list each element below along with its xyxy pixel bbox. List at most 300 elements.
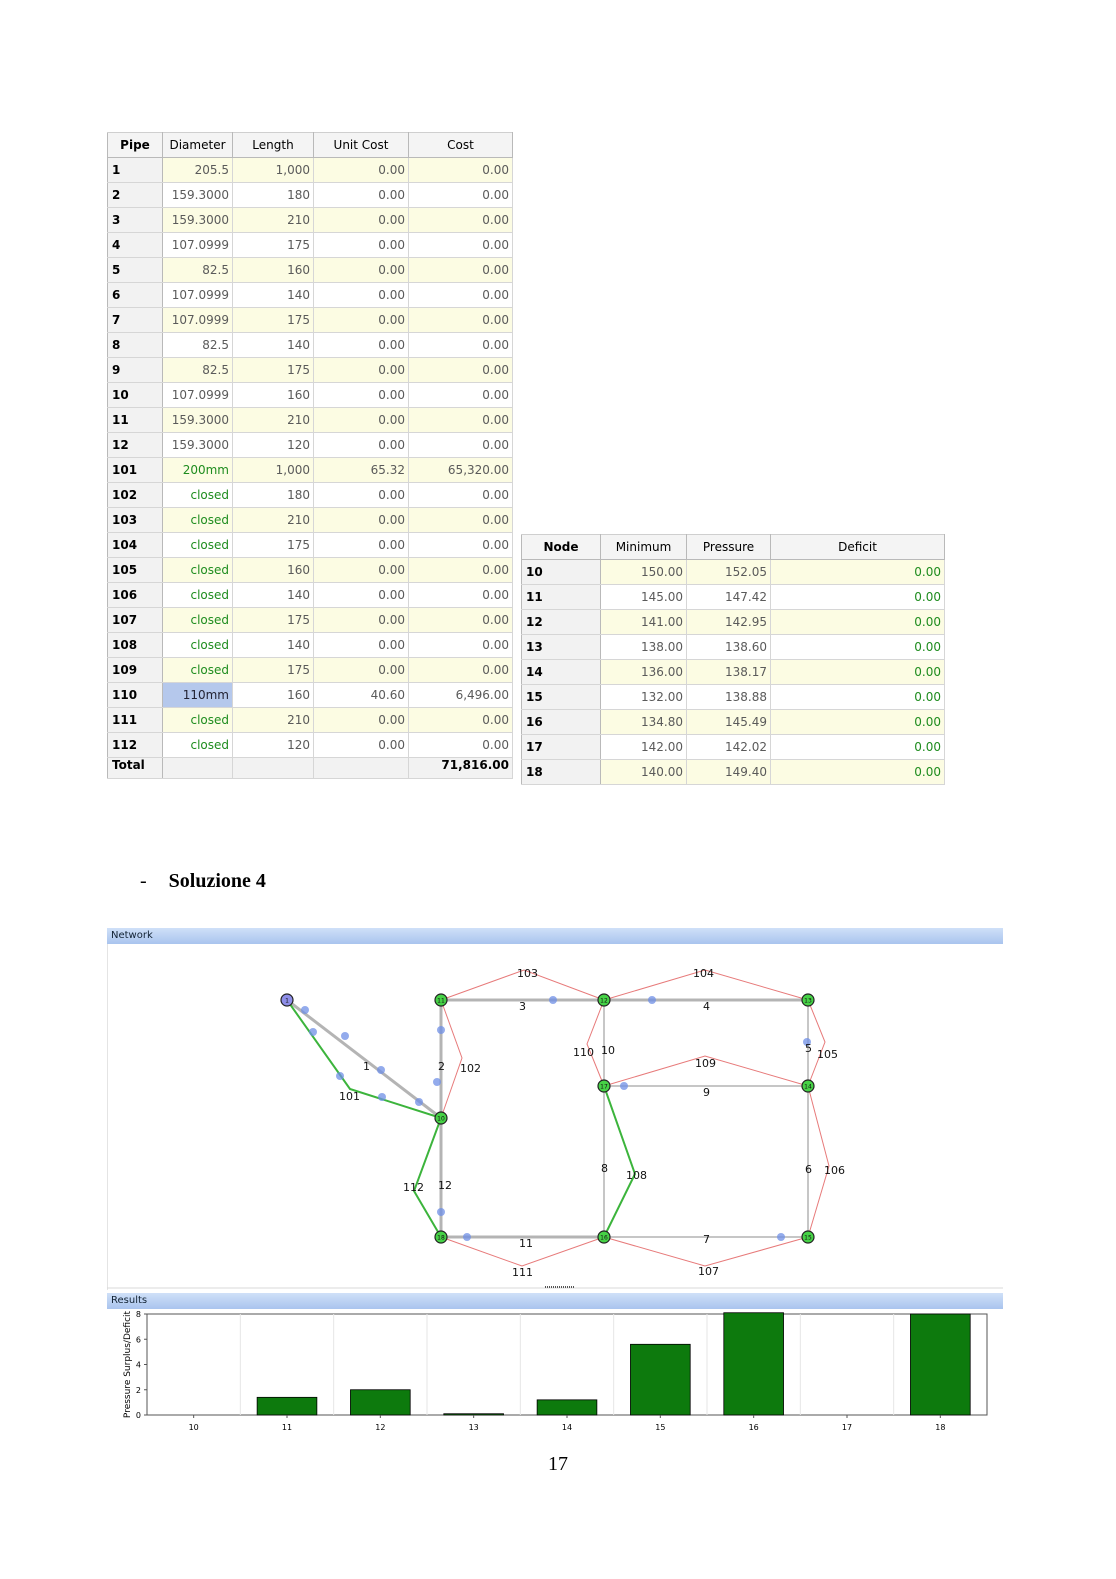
table-cell[interactable]: 0.00: [314, 583, 409, 608]
x-tick-label: 12: [375, 1423, 386, 1432]
table-row[interactable]: [522, 660, 945, 685]
table-cell[interactable]: 3: [108, 208, 163, 233]
table-row[interactable]: [108, 658, 513, 683]
table-row[interactable]: [522, 760, 945, 785]
table-cell[interactable]: 0.00: [314, 608, 409, 633]
table-cell[interactable]: 6: [108, 283, 163, 308]
section-heading: [140, 870, 266, 893]
table-row[interactable]: [108, 358, 513, 383]
pipe-label-9: 9: [703, 1086, 710, 1099]
table-cell[interactable]: 160: [233, 558, 314, 583]
table-cell[interactable]: 0.00: [771, 735, 945, 760]
flow-marker: [777, 1233, 785, 1241]
table-cell[interactable]: 65,320.00: [409, 458, 513, 483]
table-cell[interactable]: 82.5: [163, 333, 233, 358]
table-cell[interactable]: 175: [233, 658, 314, 683]
bar-16: [724, 1313, 784, 1415]
network-panel-title: Network: [107, 928, 1003, 944]
table-cell[interactable]: 8: [108, 333, 163, 358]
pipes-col-header[interactable]: Unit Cost: [314, 133, 409, 158]
table-cell[interactable]: closed: [163, 608, 233, 633]
pipe-label-107: 107: [698, 1265, 719, 1278]
total-empty-cell: [314, 758, 409, 779]
table-cell[interactable]: 18: [522, 760, 601, 785]
table-cell[interactable]: 175: [233, 358, 314, 383]
table-cell[interactable]: 0.00: [314, 308, 409, 333]
node-label: 14: [804, 1083, 812, 1091]
table-cell[interactable]: 2: [108, 183, 163, 208]
table-cell[interactable]: 0.00: [314, 233, 409, 258]
table-cell[interactable]: 12: [522, 610, 601, 635]
table-row[interactable]: [108, 583, 513, 608]
flow-marker: [309, 1028, 317, 1036]
table-cell[interactable]: 152.05: [687, 560, 771, 585]
table-row[interactable]: [522, 635, 945, 660]
table-cell[interactable]: 0.00: [314, 533, 409, 558]
x-tick-label: 18: [935, 1423, 946, 1432]
table-cell[interactable]: 106: [108, 583, 163, 608]
table-cell[interactable]: 120: [233, 733, 314, 758]
table-row[interactable]: [108, 158, 513, 183]
x-tick-label: 16: [748, 1423, 759, 1432]
table-row[interactable]: [108, 708, 513, 733]
network-node-18[interactable]: [435, 1231, 447, 1243]
table-cell[interactable]: 175: [233, 233, 314, 258]
table-row[interactable]: [108, 533, 513, 558]
pipes-col-header[interactable]: Pipe: [108, 133, 163, 158]
flow-marker: [549, 996, 557, 1004]
table-cell[interactable]: 0.00: [771, 710, 945, 735]
table-cell[interactable]: 0.00: [409, 158, 513, 183]
total-empty-cell: [233, 758, 314, 779]
table-cell[interactable]: 0.00: [409, 208, 513, 233]
table-cell[interactable]: 107.0999: [163, 383, 233, 408]
table-row[interactable]: [522, 585, 945, 610]
pipe-label-8: 8: [601, 1162, 608, 1175]
table-row[interactable]: [108, 483, 513, 508]
table-cell[interactable]: 0.00: [409, 408, 513, 433]
table-cell[interactable]: 180: [233, 483, 314, 508]
pipe-label-11: 11: [519, 1237, 533, 1250]
table-cell[interactable]: 0.00: [409, 533, 513, 558]
table-cell[interactable]: 0.00: [314, 558, 409, 583]
flow-marker: [437, 1208, 445, 1216]
table-row[interactable]: [108, 558, 513, 583]
pipes-col-header[interactable]: Cost: [409, 133, 513, 158]
table-cell[interactable]: 0.00: [409, 383, 513, 408]
table-cell[interactable]: 140: [233, 283, 314, 308]
bar-18: [910, 1314, 970, 1415]
table-cell[interactable]: 145.00: [601, 585, 687, 610]
node-label: 18: [437, 1234, 445, 1242]
table-cell[interactable]: 210: [233, 408, 314, 433]
table-cell[interactable]: 0.00: [409, 233, 513, 258]
table-cell[interactable]: 15: [522, 685, 601, 710]
table-cell[interactable]: 160: [233, 258, 314, 283]
table-cell[interactable]: 205.5: [163, 158, 233, 183]
table-row[interactable]: [108, 258, 513, 283]
pipe-112-line[interactable]: [414, 1118, 441, 1237]
table-cell[interactable]: 0.00: [409, 658, 513, 683]
heading-dash: -: [140, 870, 147, 892]
table-cell[interactable]: closed: [163, 508, 233, 533]
x-tick-label: 11: [281, 1423, 293, 1432]
table-cell[interactable]: 145.49: [687, 710, 771, 735]
table-cell[interactable]: 112: [108, 733, 163, 758]
network-node-1[interactable]: [281, 994, 293, 1006]
table-cell[interactable]: 0.00: [771, 760, 945, 785]
x-tick-label: 15: [655, 1423, 666, 1432]
pipe-label-12: 12: [438, 1179, 452, 1192]
flow-marker: [336, 1072, 344, 1080]
table-cell[interactable]: 0.00: [409, 508, 513, 533]
network-diagram[interactable]: [107, 944, 1003, 1290]
pipe-102-line[interactable]: [441, 1000, 462, 1118]
table-cell[interactable]: 107.0999: [163, 283, 233, 308]
table-cell[interactable]: 138.00: [601, 635, 687, 660]
table-cell[interactable]: 40.60: [314, 683, 409, 708]
table-cell[interactable]: 200mm: [163, 458, 233, 483]
table-cell[interactable]: 13: [522, 635, 601, 660]
table-cell[interactable]: 0.00: [409, 433, 513, 458]
table-cell[interactable]: 108: [108, 633, 163, 658]
node-label: 11: [437, 997, 445, 1005]
nodes-col-header[interactable]: Deficit: [771, 535, 945, 560]
flow-marker: [377, 1066, 385, 1074]
pipes-table: [107, 132, 513, 779]
table-cell[interactable]: 16: [522, 710, 601, 735]
y-tick-label: 6: [135, 1335, 141, 1345]
network-node-13[interactable]: [802, 994, 814, 1006]
table-row[interactable]: [108, 408, 513, 433]
x-tick-label: 14: [561, 1423, 573, 1432]
node-label: 16: [600, 1234, 608, 1242]
flow-marker: [341, 1032, 349, 1040]
table-cell[interactable]: 138.17: [687, 660, 771, 685]
table-cell[interactable]: 0.00: [771, 685, 945, 710]
table-cell[interactable]: 110mm: [163, 683, 233, 708]
table-cell[interactable]: 180: [233, 183, 314, 208]
table-cell[interactable]: 142.95: [687, 610, 771, 635]
table-cell[interactable]: 0.00: [314, 733, 409, 758]
table-cell[interactable]: 0.00: [409, 608, 513, 633]
table-row[interactable]: [522, 735, 945, 760]
table-cell[interactable]: 6,496.00: [409, 683, 513, 708]
flow-marker: [437, 1026, 445, 1034]
total-empty-cell: [163, 758, 233, 779]
table-cell[interactable]: 0.00: [409, 183, 513, 208]
table-cell[interactable]: 175: [233, 533, 314, 558]
pipe-label-101: 101: [339, 1090, 360, 1103]
table-cell[interactable]: 120: [233, 433, 314, 458]
pipe-label-112: 112: [403, 1181, 424, 1194]
pipe-label-106: 106: [824, 1164, 845, 1177]
table-cell[interactable]: closed: [163, 708, 233, 733]
pipe-label-2: 2: [438, 1060, 445, 1073]
table-row[interactable]: [108, 433, 513, 458]
table-cell[interactable]: 142.02: [687, 735, 771, 760]
table-cell[interactable]: 132.00: [601, 685, 687, 710]
table-cell[interactable]: 0.00: [771, 585, 945, 610]
table-row[interactable]: [108, 333, 513, 358]
table-cell[interactable]: 0.00: [314, 358, 409, 383]
table-row[interactable]: [108, 633, 513, 658]
network-node-10[interactable]: [435, 1112, 447, 1124]
table-cell[interactable]: closed: [163, 533, 233, 558]
table-row[interactable]: [108, 508, 513, 533]
network-node-17[interactable]: [598, 1080, 610, 1092]
table-cell[interactable]: 160: [233, 383, 314, 408]
results-panel-title: Results: [107, 1293, 1003, 1309]
table-cell[interactable]: 107: [108, 608, 163, 633]
table-cell[interactable]: 0.00: [314, 408, 409, 433]
pipe-label-5: 5: [805, 1042, 812, 1055]
results-chart: [107, 1309, 1003, 1435]
table-cell[interactable]: 0.00: [409, 358, 513, 383]
table-cell[interactable]: 4: [108, 233, 163, 258]
y-tick-label: 0: [135, 1411, 141, 1420]
table-cell[interactable]: 111: [108, 708, 163, 733]
table-cell[interactable]: 10: [522, 560, 601, 585]
table-cell[interactable]: 82.5: [163, 258, 233, 283]
pipe-label-102: 102: [460, 1062, 481, 1075]
table-row[interactable]: [108, 283, 513, 308]
table-cell[interactable]: 1: [108, 158, 163, 183]
table-cell[interactable]: 10: [108, 383, 163, 408]
table-cell[interactable]: 0.00: [314, 333, 409, 358]
bar-15: [630, 1344, 690, 1415]
network-node-14[interactable]: [802, 1080, 814, 1092]
page-number: 17: [548, 1453, 568, 1475]
pipe-label-7: 7: [703, 1233, 710, 1246]
total-value: 71,816.00: [409, 758, 513, 779]
table-cell[interactable]: 147.42: [687, 585, 771, 610]
y-tick-label: 4: [135, 1360, 141, 1370]
pipe-label-108: 108: [626, 1169, 647, 1182]
y-axis-label: Pressure Surplus/Deficit: [123, 1310, 133, 1419]
table-cell[interactable]: 0.00: [409, 708, 513, 733]
pipe-label-111: 111: [512, 1266, 533, 1279]
x-tick-label: 10: [188, 1423, 199, 1432]
pipe-108-line[interactable]: [604, 1086, 635, 1237]
x-tick-label: 17: [841, 1423, 853, 1432]
table-row[interactable]: [108, 233, 513, 258]
table-cell[interactable]: 65.32: [314, 458, 409, 483]
table-cell[interactable]: 109: [108, 658, 163, 683]
table-cell[interactable]: 0.00: [771, 560, 945, 585]
table-cell[interactable]: 0.00: [409, 258, 513, 283]
table-cell[interactable]: 0.00: [409, 583, 513, 608]
table-cell[interactable]: 1,000: [233, 458, 314, 483]
pipe-label-109: 109: [695, 1057, 716, 1070]
bar-12: [350, 1390, 410, 1415]
table-row[interactable]: [108, 733, 513, 758]
table-cell[interactable]: 210: [233, 508, 314, 533]
table-cell[interactable]: closed: [163, 658, 233, 683]
table-cell[interactable]: 0.00: [314, 208, 409, 233]
table-cell[interactable]: 0.00: [409, 283, 513, 308]
table-cell[interactable]: 150.00: [601, 560, 687, 585]
pipes-col-header[interactable]: Length: [233, 133, 314, 158]
table-cell[interactable]: 104: [108, 533, 163, 558]
y-tick-label: 2: [135, 1385, 141, 1395]
table-cell[interactable]: 210: [233, 208, 314, 233]
table-cell[interactable]: 14: [522, 660, 601, 685]
flow-marker: [378, 1093, 386, 1101]
bar-13: [444, 1414, 504, 1415]
pipe-label-10: 10: [601, 1044, 615, 1057]
table-cell[interactable]: 0.00: [314, 283, 409, 308]
nodes-col-header[interactable]: Minimum: [601, 535, 687, 560]
table-row[interactable]: [522, 710, 945, 735]
pipe-106-line[interactable]: [808, 1086, 829, 1237]
table-cell[interactable]: 140: [233, 583, 314, 608]
table-cell[interactable]: 140.00: [601, 760, 687, 785]
pipe-label-105: 105: [817, 1048, 838, 1061]
network-node-12[interactable]: [598, 994, 610, 1006]
table-cell[interactable]: 0.00: [409, 483, 513, 508]
table-cell[interactable]: 11: [522, 585, 601, 610]
table-cell[interactable]: 0.00: [314, 633, 409, 658]
node-label: 13: [804, 997, 812, 1005]
table-cell[interactable]: closed: [163, 483, 233, 508]
flow-marker: [620, 1082, 628, 1090]
table-cell[interactable]: 0.00: [314, 383, 409, 408]
nodes-table: [521, 534, 945, 785]
table-cell[interactable]: 0.00: [314, 483, 409, 508]
table-cell[interactable]: 0.00: [771, 610, 945, 635]
table-cell[interactable]: 17: [522, 735, 601, 760]
table-cell[interactable]: 103: [108, 508, 163, 533]
table-row[interactable]: [108, 208, 513, 233]
table-row[interactable]: [108, 183, 513, 208]
flow-marker: [301, 1006, 309, 1014]
table-cell[interactable]: 159.3000: [163, 183, 233, 208]
table-cell[interactable]: 138.60: [687, 635, 771, 660]
bar-14: [537, 1400, 597, 1415]
table-cell[interactable]: 0.00: [314, 658, 409, 683]
table-cell[interactable]: 160: [233, 683, 314, 708]
table-cell[interactable]: 105: [108, 558, 163, 583]
node-label: 15: [804, 1234, 812, 1242]
table-cell[interactable]: 0.00: [409, 558, 513, 583]
table-row[interactable]: [108, 683, 513, 708]
table-cell[interactable]: 149.40: [687, 760, 771, 785]
node-label: 10: [437, 1115, 445, 1123]
table-cell[interactable]: closed: [163, 558, 233, 583]
table-cell[interactable]: 0.00: [314, 708, 409, 733]
table-cell[interactable]: 102: [108, 483, 163, 508]
pipe-label-103: 103: [517, 967, 538, 980]
pipe-label-4: 4: [703, 1000, 710, 1013]
table-cell[interactable]: 159.3000: [163, 433, 233, 458]
bar-11: [257, 1397, 317, 1415]
table-cell[interactable]: 159.3000: [163, 408, 233, 433]
x-tick-label: 13: [468, 1423, 479, 1432]
table-cell[interactable]: 159.3000: [163, 208, 233, 233]
node-label: 1: [285, 997, 289, 1005]
table-cell[interactable]: closed: [163, 583, 233, 608]
pipe-label-1: 1: [363, 1060, 370, 1073]
flow-marker: [648, 996, 656, 1004]
table-cell[interactable]: 107.0999: [163, 308, 233, 333]
table-cell[interactable]: 5: [108, 258, 163, 283]
table-cell[interactable]: 0.00: [409, 733, 513, 758]
table-cell[interactable]: 12: [108, 433, 163, 458]
table-cell[interactable]: 110: [108, 683, 163, 708]
table-cell[interactable]: 138.88: [687, 685, 771, 710]
flow-marker: [463, 1233, 471, 1241]
pipe-label-6: 6: [805, 1163, 812, 1176]
total-label: Total: [108, 758, 163, 779]
pipe-110-line[interactable]: [587, 1000, 604, 1086]
heading-title: Soluzione 4: [168, 870, 266, 892]
table-cell[interactable]: 0.00: [409, 308, 513, 333]
table-cell[interactable]: 0.00: [771, 635, 945, 660]
table-cell[interactable]: 0.00: [314, 158, 409, 183]
table-cell[interactable]: 1,000: [233, 158, 314, 183]
y-tick-label: 8: [135, 1310, 141, 1319]
node-label: 12: [600, 997, 608, 1005]
nodes-col-header[interactable]: Pressure: [687, 535, 771, 560]
table-cell[interactable]: 140: [233, 633, 314, 658]
pipes-col-header[interactable]: Diameter: [163, 133, 233, 158]
table-row[interactable]: [108, 308, 513, 333]
table-cell[interactable]: 7: [108, 308, 163, 333]
table-cell[interactable]: 142.00: [601, 735, 687, 760]
total-row: [108, 758, 513, 779]
table-cell[interactable]: 0.00: [314, 433, 409, 458]
table-cell[interactable]: 0.00: [314, 258, 409, 283]
table-cell[interactable]: 101: [108, 458, 163, 483]
nodes-col-header[interactable]: Node: [522, 535, 601, 560]
table-cell[interactable]: 107.0999: [163, 233, 233, 258]
table-cell[interactable]: 175: [233, 608, 314, 633]
table-cell[interactable]: 140: [233, 333, 314, 358]
pipe-label-104: 104: [693, 967, 714, 980]
table-row[interactable]: [108, 608, 513, 633]
table-cell[interactable]: 9: [108, 358, 163, 383]
network-node-11[interactable]: [435, 994, 447, 1006]
table-row[interactable]: [522, 560, 945, 585]
table-cell[interactable]: 0.00: [314, 508, 409, 533]
table-cell[interactable]: 134.80: [601, 710, 687, 735]
table-row[interactable]: [522, 685, 945, 710]
table-cell[interactable]: 0.00: [771, 660, 945, 685]
table-cell[interactable]: closed: [163, 633, 233, 658]
flow-marker: [433, 1078, 441, 1086]
table-cell[interactable]: 11: [108, 408, 163, 433]
table-cell[interactable]: closed: [163, 733, 233, 758]
table-cell[interactable]: 82.5: [163, 358, 233, 383]
table-cell[interactable]: 210: [233, 708, 314, 733]
table-cell[interactable]: 136.00: [601, 660, 687, 685]
pipe-label-3: 3: [519, 1000, 526, 1013]
table-cell[interactable]: 0.00: [314, 183, 409, 208]
network-node-15[interactable]: [802, 1231, 814, 1243]
flow-marker: [415, 1098, 423, 1106]
table-cell[interactable]: 175: [233, 308, 314, 333]
table-cell[interactable]: 0.00: [409, 333, 513, 358]
table-row[interactable]: [108, 458, 513, 483]
node-label: 17: [600, 1083, 608, 1091]
table-cell[interactable]: 0.00: [409, 633, 513, 658]
network-node-16[interactable]: [598, 1231, 610, 1243]
pipe-label-110: 110: [573, 1046, 594, 1059]
table-row[interactable]: [108, 383, 513, 408]
table-row[interactable]: [522, 610, 945, 635]
table-cell[interactable]: 141.00: [601, 610, 687, 635]
